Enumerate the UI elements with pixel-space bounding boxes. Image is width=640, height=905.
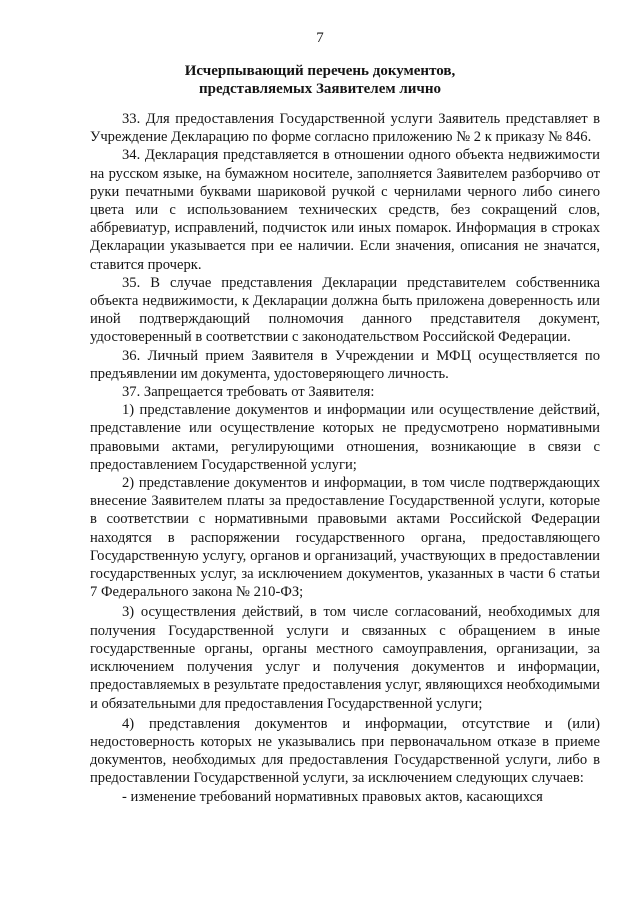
list-item-1: 1) представление документов и информации или осуществление действий, представление или осуществление которых не предусмотрено нормативными правовыми актами, регулирующими отношения, возникающие в связи с предоставлением Государственной услуги;	[90, 402, 600, 473]
list-item-4: 4) представления документов и информации, отсутствие и (или) недостоверность которых не указывались при первоначальном отказе в приеме документов, необходимых для предоставления Государственной услуги, либо в предоставлении Государственной услуги, за исключением следующих случаев:	[90, 715, 600, 787]
paragraph-35: 35. В случае представления Декларации представителем собственника объекта недвижимости, к Декларации должна быть приложена доверенность или иной подтверждающий полномочия данного представителя документ, удостоверенный в соответствии с законодательством Российской Федерации.	[90, 274, 600, 346]
section-heading	[0, 62, 640, 98]
list-subitem-dash: - изменение требований нормативных правовых актов, касающихся	[122, 788, 543, 805]
list-item-2: 2) представление документов и информации, в том числе подтверждающих внесение Заявителем платы за предоставление Государственной услуги, которые в соответствии с нормативными правовыми актами Российской Федерации находятся в распоряжении государственного органа, предоставляющего Государственную услугу, органов и организаций, участвующих в предоставлении государственных услуг, за исключением документов, указанных в части 6 статьи 7 Федерального закона № 210-ФЗ;	[90, 475, 600, 601]
paragraph-37: 37. Запрещается требовать от Заявителя:	[122, 384, 375, 401]
document-body	[90, 110, 600, 806]
paragraph-33: 33. Для предоставления Государственной услуги Заявитель представляет в Учреждение Декларацию по форме согласно приложению № 2 к приказу № 846.	[90, 111, 600, 146]
paragraph-36: 36. Личный прием Заявителя в Учреждении и МФЦ осуществляется по предъявлении им документа, удостоверяющего личность.	[90, 347, 600, 382]
section-heading-line-2: представляемых Заявителем лично	[198, 81, 441, 97]
paragraph-34: 34. Декларация представляется в отношении одного объекта недвижимости на русском языке, на бумажном носителе, заполняется Заявителем разборчиво от руки печатными буквами шариковой ручкой с чернилами черного либо синего цвета или с использованием технических средств, без сокращений слов, аббревиатур, исправлений, подчисток или иных помарок. Информация в строках Декларации указывается при ее наличии. Если значения, описания не значатся, ставится прочерк.	[90, 147, 600, 273]
list-item-3: 3) осуществления действий, в том числе согласований, необходимых для получения Государственной услуги и связанных с обращением в иные государственные органы, органы местного самоуправления, организации, за исключением получения услуг и получения документов и информации, предоставляемых в результате предоставления услуг, являющихся необходимыми и обязательными для предоставления Государственной услуги;	[90, 604, 600, 712]
page-number: 7	[316, 30, 324, 46]
section-heading-line-1: Исчерпывающий перечень документов,	[184, 63, 456, 79]
